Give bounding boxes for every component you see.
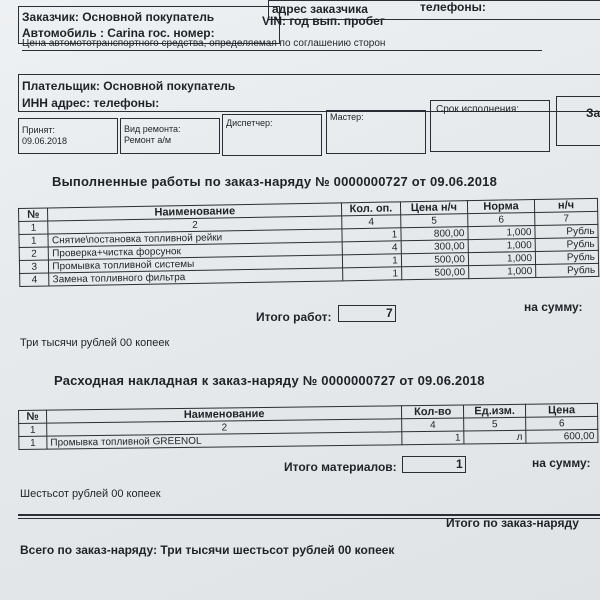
table-cell: Рубль [536, 263, 599, 277]
info-box-accepted-value: 09.06.2018 [22, 136, 68, 146]
table-cell: Промывка топливной системы [49, 255, 343, 273]
table-cell: 5 [464, 417, 526, 431]
works-col-unit: н/ч [534, 198, 597, 212]
table-cell: 1,000 [468, 251, 535, 265]
table-cell: 3 [19, 260, 49, 274]
materials-col-unit: Ед.изм. [464, 404, 526, 418]
info-box-dispatcher-label: Диспетчер: [226, 118, 273, 128]
vin-line: VIN: год вып. пробег [262, 14, 385, 28]
table-cell: 4 [342, 241, 401, 255]
table-cell: 1 [402, 431, 464, 445]
info-box-extra-label: За [586, 106, 600, 120]
materials-col-price: Цена [526, 403, 598, 417]
table-cell: Проверка+чистка форсунок [49, 242, 343, 260]
table-cell: л [464, 430, 526, 444]
info-box-extra [556, 96, 600, 146]
works-col-price: Цена н/ч [400, 201, 467, 215]
customer-phones-label: телефоны: [420, 0, 486, 14]
grand-total-line: Всего по заказ-наряду: Три тысячи шестьсот рублей 00 копеек [20, 543, 395, 557]
table-cell: 1 [19, 436, 47, 449]
price-line-rule [22, 50, 542, 51]
table-cell: 6 [468, 212, 535, 226]
materials-total-label: Итого материалов: [284, 460, 397, 474]
table-cell: 2 [47, 419, 402, 436]
car-line: Автомобиль : Carina гос. номер: [22, 26, 215, 40]
info-box-accepted-label: Принят: [22, 125, 55, 135]
table-cell: 500,00 [401, 253, 468, 267]
table-cell: Рубль [535, 250, 598, 264]
table-cell: 1,000 [468, 264, 535, 278]
price-note: Цена автомототранспортного средства, определяемая по соглашению сторон [22, 38, 386, 49]
table-cell: 4 [342, 215, 401, 229]
info-box-repair-type-label: Вид ремонта: [124, 124, 181, 134]
table-cell: 1 [342, 228, 401, 242]
materials-title: Расходная накладная к заказ-наряду № 0000000727 от 09.06.2018 [54, 373, 485, 388]
info-box-repair-type-value: Ремонт а/м [124, 135, 172, 145]
works-col-norm: Норма [467, 199, 534, 213]
materials-total-words: Шестьсот рублей 00 копеек [20, 488, 161, 500]
works-total-value: 7 [386, 306, 393, 320]
works-sum-label: на сумму: [524, 300, 583, 314]
table-cell: 5 [400, 214, 467, 228]
table-cell: 1 [342, 254, 401, 268]
table-cell: 2 [19, 247, 49, 261]
works-title: Выполненные работы по заказ-наряду № 0000000727 от 09.06.2018 [52, 174, 498, 189]
table-cell: 300,00 [401, 240, 468, 254]
table-cell: 600,00 [526, 429, 598, 443]
materials-col-n: № [19, 410, 47, 423]
table-cell: Рубль [535, 224, 598, 238]
table-cell: 4 [402, 418, 464, 432]
table-cell: 1,000 [468, 238, 535, 252]
table-cell: 2 [48, 216, 342, 234]
customer-line: Заказчик: Основной покупатель [22, 10, 215, 24]
materials-table [18, 403, 598, 450]
table-cell: Снятие\постановка топливной рейки [48, 229, 342, 247]
works-col-qty: Кол. оп. [342, 202, 401, 216]
inn-line: ИНН адрес: телефоны: [22, 96, 160, 110]
materials-col-qty: Кол-во [402, 405, 464, 419]
works-col-n: № [19, 208, 49, 222]
table-cell: 7 [535, 211, 598, 225]
materials-col-name: Наименование [46, 406, 401, 423]
materials-total-value: 1 [456, 457, 463, 471]
works-col-name: Наименование [48, 203, 342, 221]
table-cell: 1 [343, 267, 402, 281]
table-cell: 1 [19, 221, 49, 235]
works-total-words: Три тысячи рублей 00 копеек [20, 337, 170, 349]
table-cell: Замена топливного фильтра [49, 268, 343, 286]
works-total-label: Итого работ: [256, 310, 332, 324]
table-cell: 1 [19, 423, 47, 436]
info-box-deadline-label: Срок исполнения: [436, 104, 520, 115]
table-cell: 6 [526, 416, 598, 430]
order-total-label: Итого по заказ-наряду [446, 516, 579, 530]
info-box-master-label: Мастер: [330, 112, 364, 122]
table-cell: 1 [19, 234, 49, 248]
table-cell: 1,000 [468, 225, 535, 239]
customer-address-label: адрес заказчика [272, 2, 368, 16]
table-cell: 500,00 [401, 266, 468, 280]
works-table [18, 198, 599, 287]
materials-sum-label: на сумму: [532, 456, 591, 470]
table-cell: Промывка топливной GREENOL [47, 432, 402, 449]
payer-line: Плательщик: Основной покупатель [22, 79, 236, 93]
table-cell: 800,00 [401, 227, 468, 241]
table-cell: 4 [20, 273, 50, 287]
table-cell: Рубль [535, 237, 598, 251]
